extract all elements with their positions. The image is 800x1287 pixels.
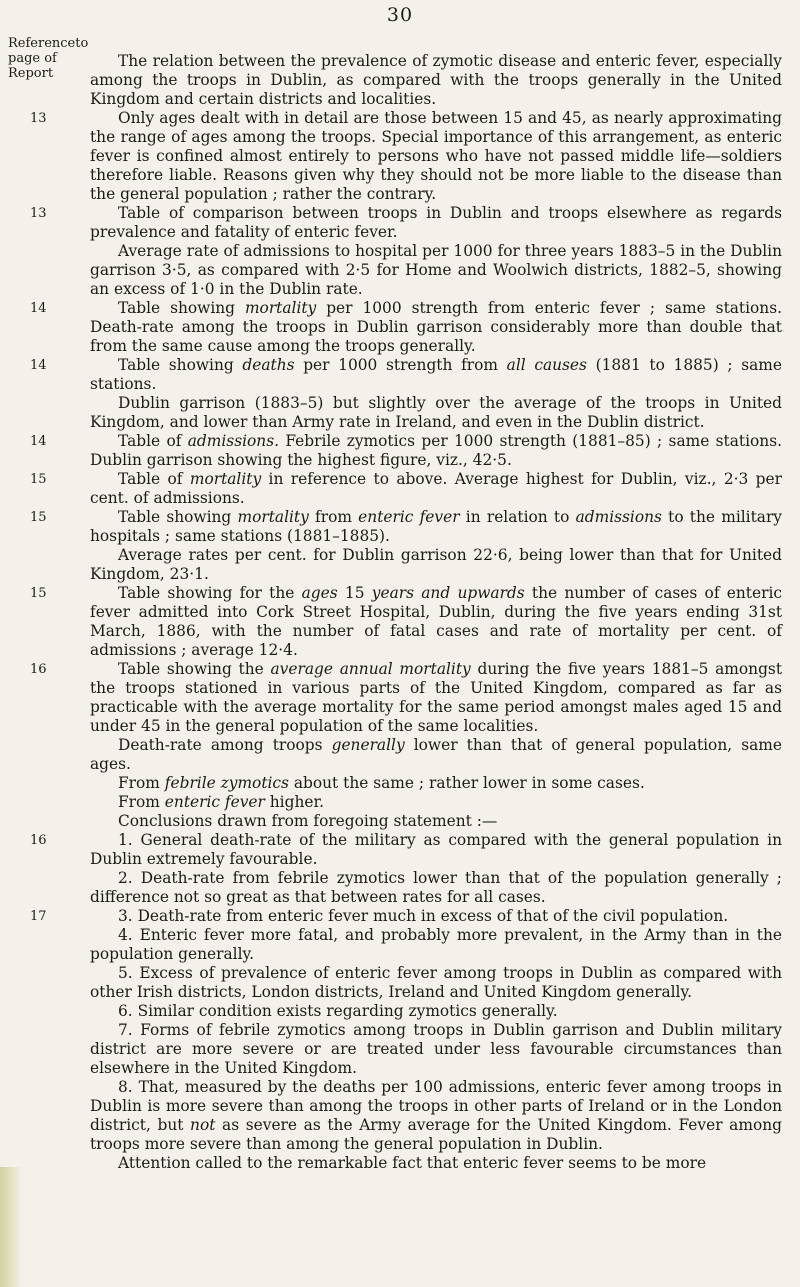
paragraph-text: per 1000 strength from (294, 356, 507, 374)
paragraph-text: Table of comparison between troops in Dublin and troops elsewhere as regards prevalence and fatality of enteric fever. (90, 204, 782, 241)
paragraph-text: Conclusions drawn from foregoing statement :— (118, 812, 498, 830)
paragraph-text: The relation between the prevalence of zymotic disease and enteric fever, especially among the troops in Dublin, as compared with the troops generally in the United Kingdom and certain districts and localities. (90, 52, 782, 108)
margin-page-reference: 14 (30, 434, 47, 449)
paragraph-text: Table showing (118, 356, 243, 374)
margin-page-reference: 17 (30, 909, 47, 924)
emphasis-text: febrile zymotics (164, 774, 289, 792)
paragraph (90, 394, 782, 432)
paragraph-text: lower than that of general population, same ages. (90, 736, 782, 773)
margin-page-reference: 16 (30, 833, 47, 848)
paragraph-text: to the military hospitals ; same stations (1881–1885). (90, 508, 783, 545)
margin-page-reference: 13 (30, 206, 47, 221)
emphasis-text: mortality (237, 508, 309, 526)
paragraph-text: Table of (118, 470, 190, 488)
paragraph-text: 4. Enteric fever more fatal, and probably more prevalent, in the Army than in the population generally. (90, 926, 782, 963)
paragraph (30, 584, 782, 660)
paragraph-text: Table of (118, 432, 188, 450)
paragraph-text: 6. Similar condition exists regarding zymotics generally. (118, 1002, 558, 1020)
margin-page-reference: 15 (30, 472, 47, 487)
paragraph-text: from (308, 508, 359, 526)
paragraph-text: in relation to (459, 508, 576, 526)
paragraph-text: during the five years 1881–5 amongst the troops stationed in various parts of the United Kingdom, compared as far as practicable with the average mortality for the same period amongst males aged 15 and under 45 in the general population of the same localities. (90, 660, 783, 735)
paragraph-text: in reference to above. Average highest for Dublin, viz., 2·3 per cent. of admissions. (90, 470, 782, 507)
paragraph (90, 774, 782, 793)
ref-header-line-2: page of (8, 51, 57, 66)
paragraph-text: Average rate of admissions to hospital per 1000 for three years 1883–5 in the Dublin garrison 3·5, as compared with 2·5 for Home and Woolwich districts, 1882–5, showing an excess of 1·0 in the Dublin rate. (90, 242, 782, 298)
margin-page-reference: 15 (30, 510, 47, 525)
paragraph (90, 1021, 782, 1078)
paragraph-text: 5. Excess of prevalence of enteric fever among troops in Dublin as compared with other Irish districts, London districts, Ireland and United Kingdom generally. (90, 964, 782, 1001)
emphasis-text: ages (301, 584, 338, 602)
paragraph (90, 964, 782, 1002)
paragraph-text: From (118, 793, 165, 811)
emphasis-text: mortality (244, 299, 317, 317)
paragraph-text: Death-rate among troops (118, 736, 332, 754)
paragraph (90, 52, 782, 109)
paragraph-text: 15 (337, 584, 372, 602)
margin-page-reference: 16 (30, 662, 47, 677)
paragraph-text: Febrile zymotics per 1000 strength (1881–85) ; same stations. Dublin garrison showing the highest figure, viz., 42·5. (90, 432, 782, 469)
paragraph-text: per 1000 strength from enteric fever ; same stations. Death-rate among the troops in Dublin garrison considerably more than double that from the same cause among the troops generally. (90, 299, 782, 355)
paragraph-text: 3. Death-rate from enteric fever much in excess of that of the civil population. (118, 907, 729, 925)
paragraph (90, 1078, 782, 1154)
paragraph-text: Dublin garrison (1883–5) but slightly over the average of the troops in United Kingdom, and lower than Army rate in Ireland, and even in the Dublin district. (90, 394, 782, 431)
margin-page-reference: 13 (30, 111, 47, 126)
paragraph-text: Attention called to the remarkable fact that enteric fever seems to be more (118, 1154, 707, 1172)
paragraph-text: Average rates per cent. for Dublin garrison 22·6, being lower than that for United Kingdom, 23·1. (90, 546, 782, 583)
margin-page-reference: 14 (30, 301, 47, 316)
paragraph-text: From (118, 774, 165, 792)
paragraph (90, 546, 782, 584)
paragraph (90, 793, 782, 812)
ref-header-line-1: Referenceto (8, 36, 89, 51)
paragraph (90, 926, 782, 964)
paragraph (90, 1154, 782, 1173)
paragraph (30, 204, 782, 242)
paragraph-text: Table showing (118, 299, 245, 317)
paragraph-text: as severe as the Army average for the United Kingdom. Fever among troops more severe than among the general population in Dublin. (90, 1116, 782, 1153)
emphasis-text: average annual mortality (270, 660, 471, 678)
paragraph (90, 242, 782, 299)
paragraph-text: Table showing (118, 508, 238, 526)
paragraph (90, 869, 782, 907)
paragraph-text: about the same ; rather lower in some cases. (288, 774, 645, 792)
paragraph-text: 2. Death-rate from febrile zymotics lower than that of the population generally ; difference not so great as that between rates for all cases. (90, 869, 782, 906)
paragraph (90, 736, 782, 774)
paragraph-text: Only ages dealt with in detail are those between 15 and 45, as nearly approximating the range of ages among the troops. Special importance of this arrangement, as enteric fever is confined almost entirely to persons who have not passed middle life—soldiers therefore liable. Reasons given why they should not be more liable to the disease than the general population ; rather the contrary. (90, 109, 782, 203)
emphasis-text: not (190, 1116, 216, 1134)
reference-column-header (8, 36, 88, 81)
paragraph-text: Table showing the (118, 660, 271, 678)
paragraph-text: 1. General death-rate of the military as compared with the general population in Dublin extremely favourable. (90, 831, 782, 868)
emphasis-text: admissions. (187, 432, 279, 450)
ref-header-line-3: Report (8, 66, 54, 81)
page-stain (0, 1167, 22, 1287)
emphasis-text: deaths (242, 356, 295, 374)
paragraph (30, 299, 782, 356)
paragraph-text: the number of cases of enteric fever admitted into Cork Street Hospital, Dublin, during the five years ending 31st March, 1886, with the number of fatal cases and rate of mortality per cent. of admissions ; average 12·4. (90, 584, 782, 659)
paragraph-text: Table showing for the (118, 584, 302, 602)
margin-page-reference: 15 (30, 586, 47, 601)
paragraph (30, 356, 782, 394)
paragraph (30, 907, 782, 926)
paragraph (30, 432, 782, 470)
page-number: 30 (386, 4, 414, 26)
emphasis-text: enteric fever (358, 508, 460, 526)
emphasis-text: admissions (575, 508, 662, 526)
paragraph (30, 470, 782, 508)
paragraph (90, 812, 782, 831)
paragraph-text: 8. That, measured by the deaths per 100 admissions, enteric fever among troops in Dublin is more severe than among the troops in other parts of Ireland or in the London district, but (90, 1078, 782, 1134)
paragraph-text: (1881 to 1885) ; same stations. (90, 356, 782, 393)
emphasis-text: enteric fever (164, 793, 265, 811)
paragraph-text: higher. (264, 793, 325, 811)
emphasis-text: mortality (189, 470, 262, 488)
paragraph (90, 1002, 782, 1021)
emphasis-text: generally (331, 736, 405, 754)
paragraph (30, 831, 782, 869)
paragraph-text: 7. Forms of febrile zymotics among troops in Dublin garrison and Dublin military district are more severe or are treated under less favourable circumstances than elsewhere in the United Kingdom. (90, 1021, 782, 1077)
margin-page-reference: 14 (30, 358, 47, 373)
paragraph (30, 109, 782, 204)
emphasis-text: years and upwards (371, 584, 525, 602)
emphasis-text: all causes (506, 356, 587, 374)
paragraph (30, 660, 783, 736)
paragraph (30, 508, 783, 546)
